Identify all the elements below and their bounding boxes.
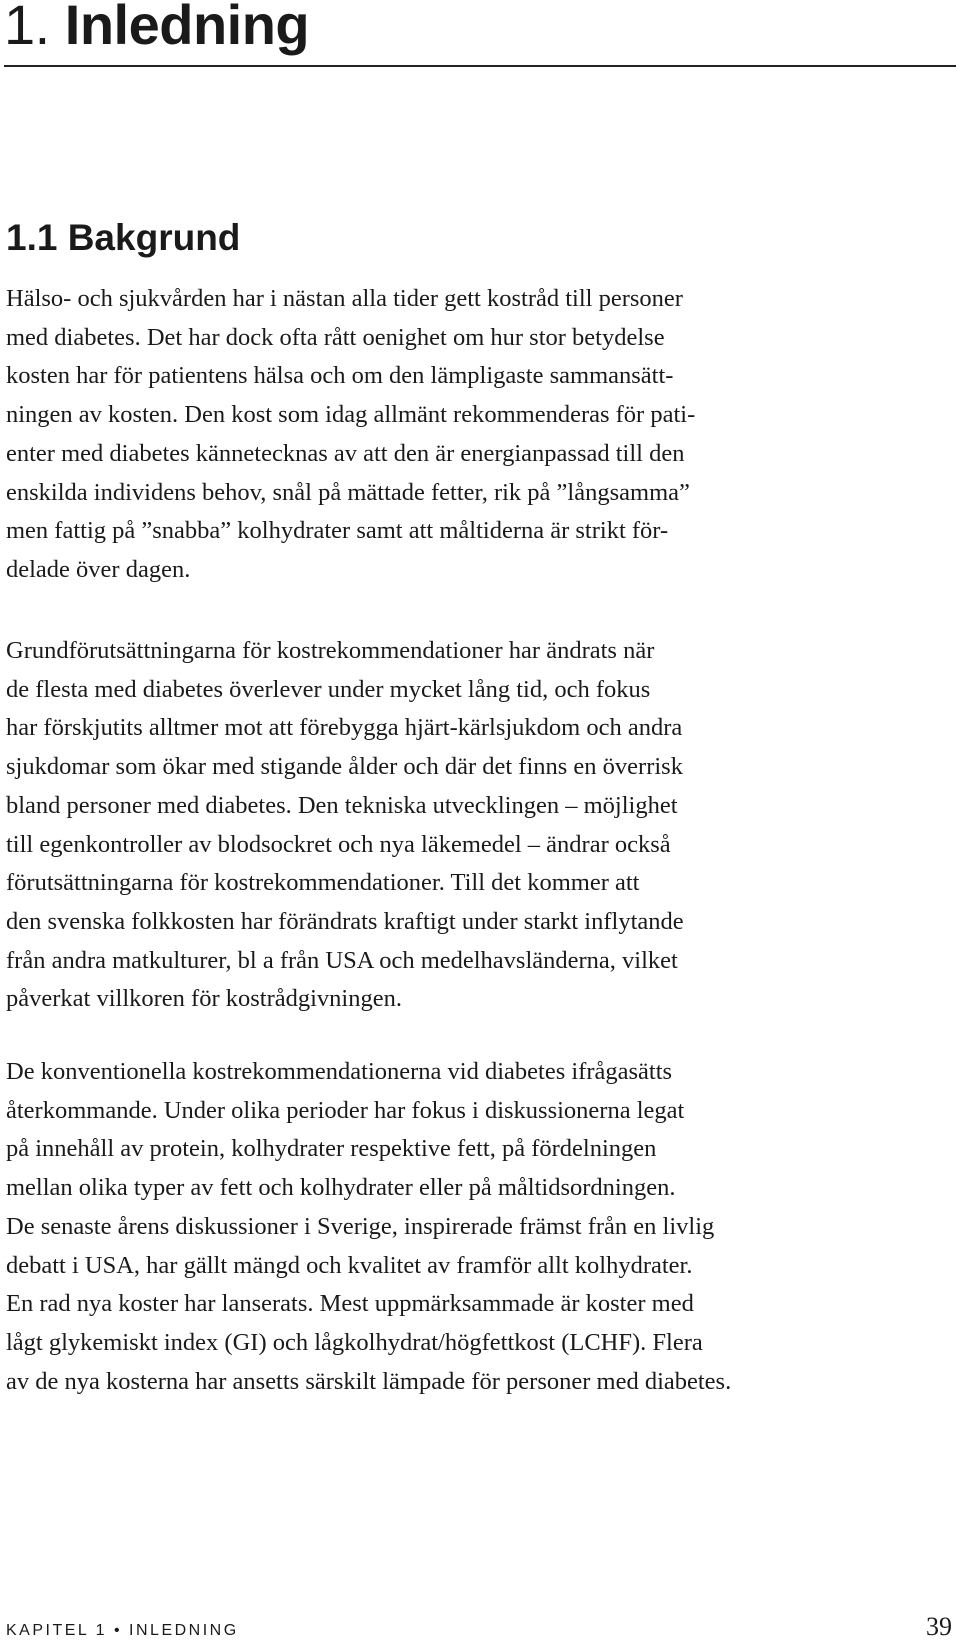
- paragraph-line: ningen av kosten. Den kost som idag allmänt rekommenderas för pati-: [6, 401, 696, 429]
- paragraph-line: debatt i USA, har gällt mängd och kvalitet av framför allt kolhydrater.: [6, 1251, 693, 1279]
- paragraph-line: från andra matkulturer, bl a från USA och medelhavsländerna, vilket: [6, 946, 678, 974]
- paragraph-line: Grundförutsättningarna för kostrekommendationer har ändrats när: [6, 637, 655, 664]
- paragraph-line: bland personer med diabetes. Den tekniska utvecklingen – möjlighet: [6, 791, 678, 819]
- paragraph-line: kosten har för patientens hälsa och om den lämpligaste sammansätt-: [6, 362, 674, 390]
- paragraph-line: återkommande. Under olika perioder har fokus i diskussionerna legat: [6, 1096, 685, 1124]
- paragraph-line: En rad nya koster har lanserats. Mest uppmärksammade är koster med: [6, 1290, 694, 1318]
- paragraph-line: delade över dagen.: [6, 555, 191, 583]
- paragraph-line: till egenkontroller av blodsockret och nya läkemedel – ändrar också: [6, 830, 671, 858]
- chapter-title: [4, 0, 309, 58]
- page-number: 39: [926, 1612, 952, 1641]
- paragraph-line: den svenska folkkosten har förändrats kraftigt under starkt inflytande: [6, 907, 684, 935]
- paragraph-line: de flesta med diabetes överlever under mycket lång tid, och fokus: [6, 675, 651, 703]
- paragraph-line: har förskjutits alltmer mot att förebygga hjärt-kärlsjukdom och andra: [6, 714, 683, 742]
- chapter-title-text: Inledning: [64, 0, 310, 56]
- paragraph-3: [6, 1053, 950, 1401]
- paragraph-line: Hälso- och sjukvården har i nästan alla tider gett kostråd till personer: [6, 285, 683, 312]
- paragraph-line: sjukdomar som ökar med stigande ålder och där det finns en överrisk: [6, 753, 683, 781]
- chapter-rule: [4, 65, 956, 67]
- paragraph-line: mellan olika typer av fett och kolhydrater eller på måltidsordningen.: [6, 1174, 676, 1202]
- paragraph-line: påverkat villkoren för kostrådgivningen.: [6, 985, 402, 1013]
- paragraph-line: De konventionella kostrekommendationerna vid diabetes ifrågasätts: [6, 1058, 673, 1085]
- paragraph-1: [6, 280, 950, 590]
- paragraph-line: men fattig på ”snabba” kolhydrater samt att måltiderna är strikt för-: [6, 517, 669, 545]
- paragraph-line: lågt glykemiskt index (GI) och lågkolhydrat/högfettkost (LCHF). Flera: [6, 1328, 703, 1356]
- chapter-number: 1.: [4, 0, 50, 56]
- paragraph-line: enskilda individens behov, snål på mättade fetter, rik på ”långsamma”: [6, 478, 690, 506]
- running-head: KAPITEL 1 • INLEDNING: [6, 1622, 239, 1639]
- paragraph-2: [6, 632, 950, 1019]
- paragraph-line: förutsättningarna för kostrekommendationer. Till det kommer att: [6, 869, 640, 897]
- section-title: 1.1 Bakgrund: [6, 217, 241, 258]
- paragraph-line: av de nya kosterna har ansetts särskilt lämpade för personer med diabetes.: [6, 1367, 732, 1395]
- paragraph-line: enter med diabetes kännetecknas av att den är energianpassad till den: [6, 439, 685, 467]
- paragraph-line: De senaste årens diskussioner i Sverige, inspirerade främst från en livlig: [6, 1212, 715, 1240]
- paragraph-line: med diabetes. Det har dock ofta rått oenighet om hur stor betydelse: [6, 323, 665, 351]
- paragraph-line: på innehåll av protein, kolhydrater respektive fett, på fördelningen: [6, 1135, 657, 1163]
